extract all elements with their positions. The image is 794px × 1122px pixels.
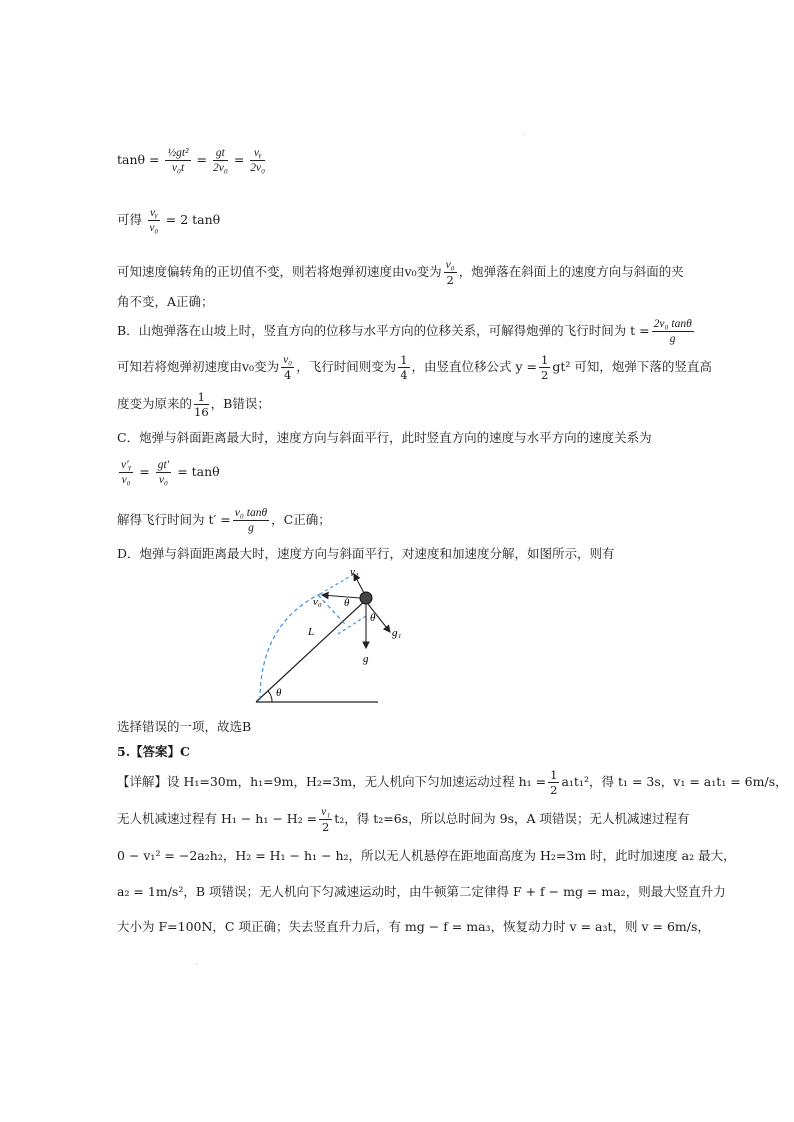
fraction: $\frac{\text{v₀}}{2}$ [445,259,455,287]
base-angle-arc [268,691,272,702]
accel-parallelogram [338,616,366,634]
fraction: $\frac{\text{v₀}}{4}$ [283,354,293,382]
fraction: $\frac{\text{½gt²}}{\text{v₀t}}$ [167,147,189,174]
v0-label: v₀ [313,596,322,608]
fraction: $\frac{\text{v₁}}{2}$ [321,806,331,834]
explain5-line3: 0 − v₁² = −2a₂h₂，H₂ = H₁ − h₁ − h₂，所以无人机悬停在距地面高度为 H₂=3m 时，此时加速度 a₂ 最大， [117,848,736,863]
incline-line [256,598,368,702]
fraction: $\frac{\text{v′ᵧ}}{\text{v₀}}$ [121,459,132,486]
fraction: $\frac{1}{2}$ [550,768,558,797]
para-b-line3: 度变为原来的 $\frac{1}{16}$ ，B错误； [117,390,270,419]
v0-arrow [322,595,360,598]
fraction: $\frac{\text{vᵧ}}{\text{v₀}}$ [149,207,159,234]
trajectory-dashed [260,594,320,700]
para-a-line2: 角不变，A正确； [117,294,214,309]
projectile-ball [360,592,372,604]
theta-mid-label: θ [370,612,376,624]
theta-base-label: θ [276,687,282,699]
distance-dashed [318,595,345,624]
para-c-formula: $\frac{\text{v′ᵧ}}{\text{v₀}}$ = $\frac{gt'}{\text{v₀}}$ = tanθ [121,459,220,486]
explain5-line5: 大小为 F=100N，C 项正确；失去竖直升力后，有 mg − f = ma₃，恢复动力时 v = a₃t，则 v = 6m/s， [117,919,710,934]
scan-dot [196,963,197,964]
para-c-line1: C．炮弹与斜面距离最大时，速度方向与斜面平行，此时竖直方向的速度与水平方向的速度关系为 [117,430,652,445]
para-b-line2: 可知若将炮弹初速度由v₀变为 $\frac{\text{v₀}}{4}$ ，飞行时间则变为 $\frac{1}{4}$ ，由竖直位移公式 y = $\frac{1}{2}$ gt² 可知，炮弹下落的竖直高 [117,353,712,382]
para-b-line1: B．山炮弹落在山坡上时，竖直方向的位移与水平方向的位移关系，可解得炮弹的飞行时间为 t = $\frac{\text{2v₀ tanθ}}{g}$ [117,318,692,345]
formula-tan-theta: tanθ = $\frac{\text{½gt²}}{\text{v₀t}}$ = $\frac{gt}{\text{2v₀}}$ = $\frac{\text{vᵧ}}{\text{2v₀}}$ [117,147,266,174]
fraction: $\frac{\text{vᵧ}}{\text{2v₀}}$ [250,147,266,174]
answer-5-heading: 5.【答案】C [117,744,190,759]
g1-label: g₁ [392,627,402,639]
g-label: g [363,653,369,665]
fraction: $\frac{1}{4}$ [400,353,408,382]
fraction: $\frac{gt}{\text{2v₀}}$ [212,147,228,174]
para-a-line1: 可知速度偏转角的正切值不变，则若将炮弹初速度由v₀变为 $\frac{\text{v₀}}{2}$ ，炮弹落在斜面上的速度方向与斜面的夹 [117,259,684,287]
fraction: $\frac{1}{2}$ [541,353,549,382]
para-c-line3: 解得飞行时间为 t′ = $\frac{\text{v₀ tanθ}}{g}$ ，C正确； [117,507,331,534]
projectile-diagram [250,562,402,708]
explain5-line1: 【详解】设 H₁=30m，h₁=9m，H₂=3m，无人机向下匀加速运动过程 h₁ = $\frac{1}{2}$ a₁t₁²，得 t₁ = 3s，v₁ = a₁t₁ = 6m/s， [117,768,788,797]
fraction: $\frac{\text{v₀ tanθ}}{g}$ [234,507,268,534]
fraction: $\frac{gt'}{\text{v₀}}$ [157,459,170,486]
fraction: $\frac{1}{16}$ [194,390,209,419]
theta-top-label: θ [344,597,350,609]
formula-ratio: 可得 $\frac{\text{vᵧ}}{\text{v₀}}$ = 2 tanθ [117,207,221,234]
conclusion: 选择错误的一项，故选B [117,719,252,734]
scan-dot [524,134,525,135]
v1-label: v₁ [350,566,359,578]
fraction: $\frac{\text{2v₀ tanθ}}{g}$ [653,318,692,345]
explain5-line2: 无人机减速过程有 H₁ − h₁ − H₂ = $\frac{\text{v₁}}{2}$ t₂，得 t₂=6s，所以总时间为 9s，A 项错误；无人机减速过程有 [117,806,690,834]
L-label: L [308,626,315,638]
para-d-line1: D．炮弹与斜面距离最大时，速度方向与斜面平行，对速度和加速度分解，如图所示，则有 [117,546,615,561]
velocity-parallelogram [320,574,354,594]
explain5-line4: a₂ = 1m/s²，B 项错误；无人机向下匀减速运动时，由牛顿第二定律得 F + f − mg = ma₂，则最大竖直升力 [117,884,726,899]
